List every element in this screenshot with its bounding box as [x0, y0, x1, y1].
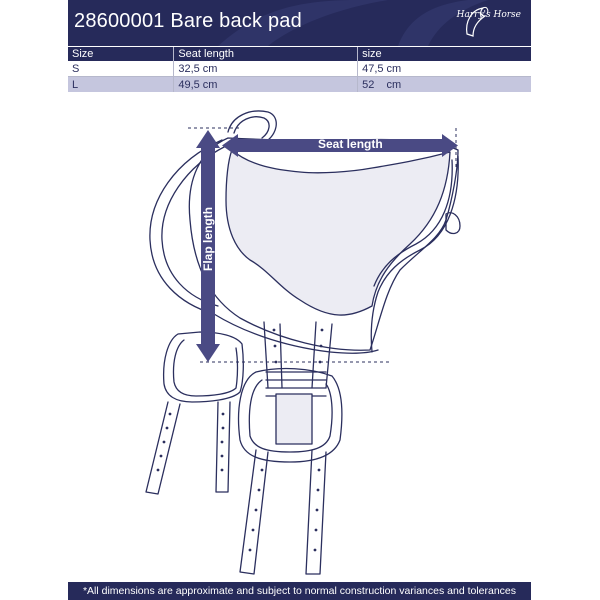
- page-title: 28600001 Bare back pad: [74, 10, 302, 32]
- flap-length-label: Flap length: [201, 207, 215, 271]
- table-cell: L: [68, 77, 174, 93]
- left-girth-strap-2: [216, 402, 230, 492]
- table-cell: 49,5 cm: [174, 77, 358, 93]
- column-header-seat-length: Seat length: [174, 47, 358, 61]
- left-girth-strap-1: [146, 402, 180, 494]
- cross-strap-1: [266, 372, 326, 380]
- table-cell: 52 cm: [358, 77, 531, 93]
- brand-logo-text: Harry's Horse: [456, 10, 521, 20]
- buckle-panel: [276, 394, 312, 444]
- disclaimer-footer: *All dimensions are approximate and subject to normal construction variances and tolerances: [68, 582, 531, 600]
- pad-binding-inner: [162, 146, 226, 306]
- strap-right-vertical: [312, 322, 332, 388]
- column-header-size: Size: [68, 47, 174, 61]
- pad-lower-edge: [214, 314, 378, 353]
- seat-area: [226, 150, 450, 315]
- right-girth-strap-1: [240, 450, 268, 574]
- d-ring-icon: [446, 213, 460, 234]
- seat-length-label: Seat length: [318, 137, 383, 151]
- table-cell: S: [68, 61, 174, 77]
- strap-left-vertical: [264, 322, 282, 388]
- column-header-size-2: size: [358, 47, 531, 61]
- right-girth-strap-2: [306, 450, 326, 574]
- pommel-loop-inner: [234, 117, 269, 138]
- table-cell: 47,5 cm: [358, 61, 531, 77]
- table-cell: 32,5 cm: [174, 61, 358, 77]
